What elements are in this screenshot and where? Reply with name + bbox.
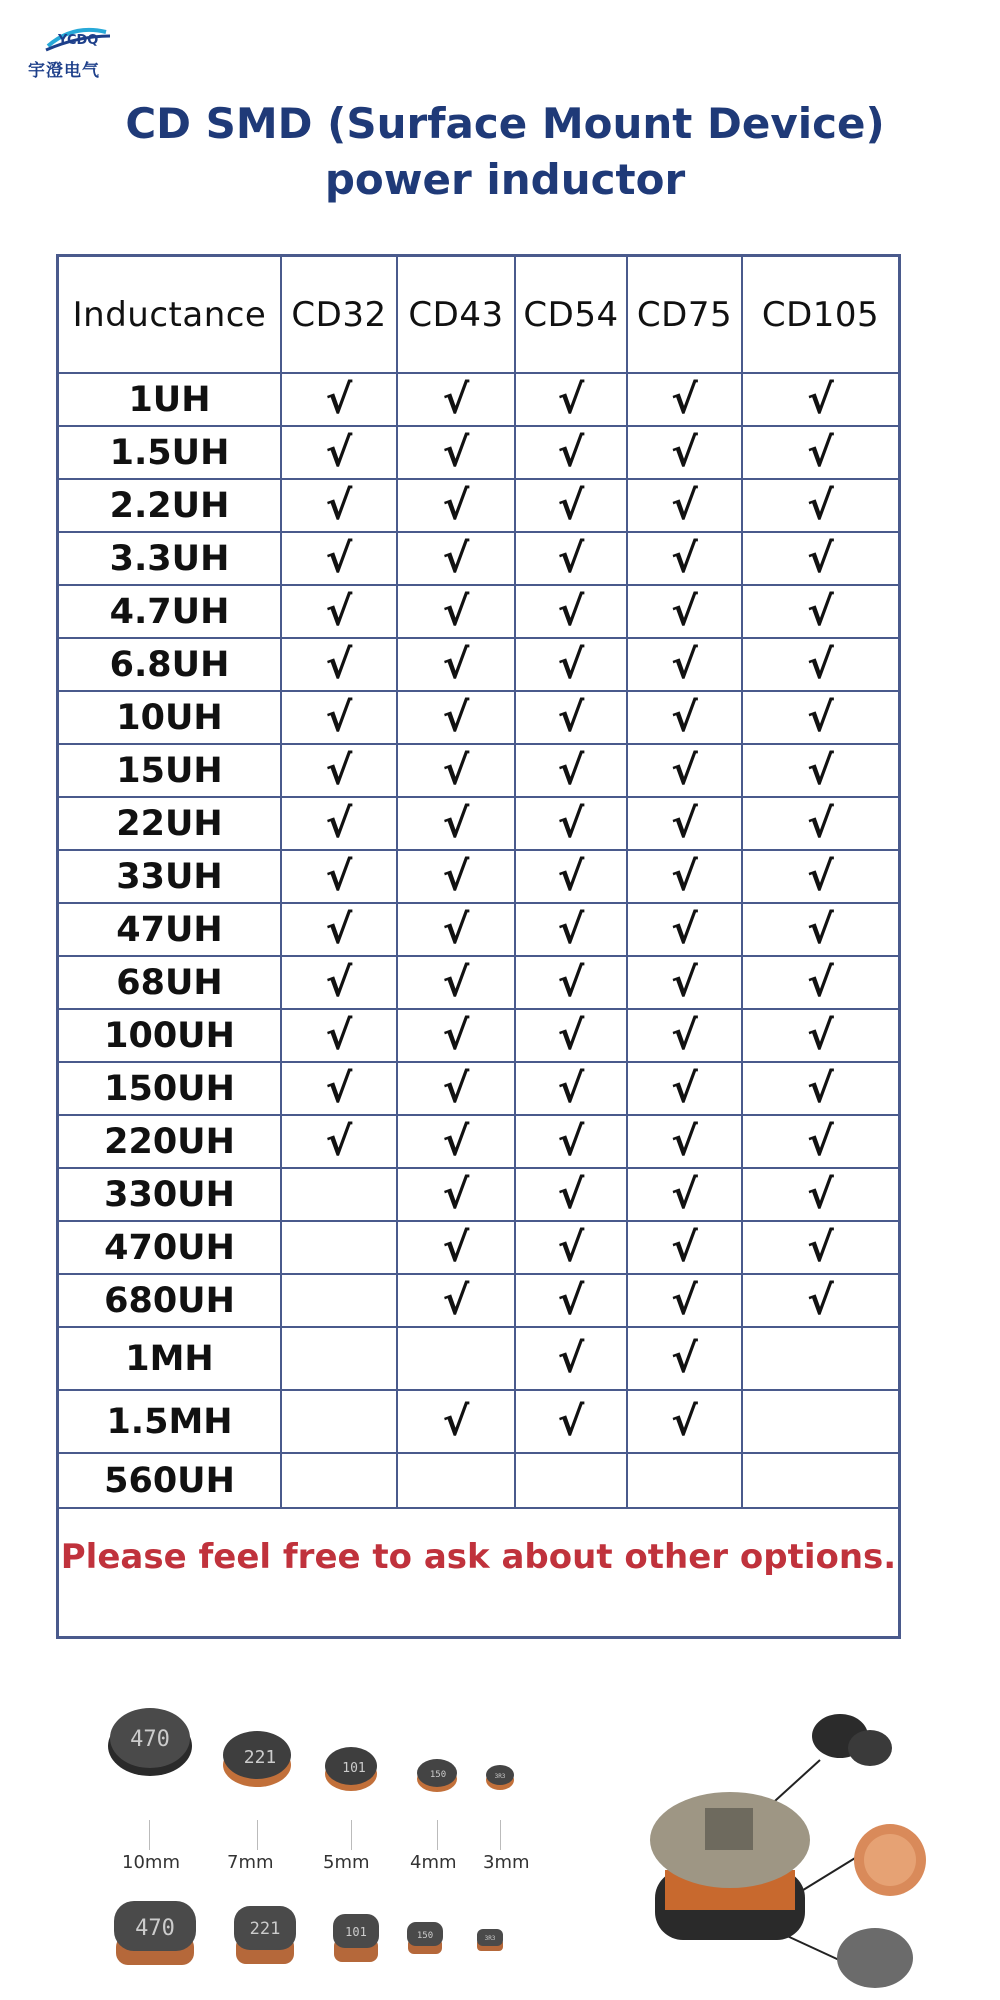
inductor-10mm-image (105, 1700, 195, 1780)
availability-cell-cd54: √ (515, 1327, 627, 1390)
header-cd75: CD75 (627, 257, 742, 373)
code-101: 101 (342, 1761, 366, 1776)
inductance-value: 680UH (59, 1274, 281, 1327)
availability-cell-cd54: √ (515, 797, 627, 850)
table-row (59, 1327, 898, 1390)
availability-cell-cd75: √ (627, 1115, 742, 1168)
table-row (59, 479, 898, 532)
availability-cell-cd75: √ (627, 426, 742, 479)
availability-cell-cd54: √ (515, 532, 627, 585)
availability-cell-cd105: √ (742, 1062, 898, 1115)
availability-cell-cd105: √ (742, 850, 898, 903)
table-row (59, 850, 898, 903)
availability-cell-cd54: √ (515, 744, 627, 797)
table-row (59, 638, 898, 691)
availability-cell-cd75: √ (627, 1274, 742, 1327)
availability-cell-cd43: √ (397, 744, 515, 797)
table-row (59, 373, 898, 426)
title-line-1: CD SMD (Surface Mount Device) (125, 99, 885, 148)
product-photos (0, 1650, 1000, 2000)
availability-cell-cd105 (742, 1390, 898, 1453)
table-row (59, 903, 898, 956)
availability-cell-cd105: √ (742, 1274, 898, 1327)
header-inductance: Inductance (59, 257, 281, 373)
title-line-2: power inductor (324, 155, 686, 204)
availability-cell-cd105: √ (742, 426, 898, 479)
availability-cell-cd105: √ (742, 744, 898, 797)
leader-line (149, 1820, 150, 1850)
availability-cell-cd54: √ (515, 479, 627, 532)
availability-cell-cd32: √ (281, 638, 397, 691)
availability-cell-cd75: √ (627, 373, 742, 426)
availability-cell-cd54: √ (515, 638, 627, 691)
code-150-bottom: 150 (416, 1931, 434, 1941)
availability-cell-cd75: √ (627, 903, 742, 956)
availability-cell-cd54: √ (515, 850, 627, 903)
availability-cell-cd105: √ (742, 373, 898, 426)
availability-cell-cd105: √ (742, 903, 898, 956)
inductance-value: 3.3UH (59, 532, 281, 585)
inductance-value: 15UH (59, 744, 281, 797)
code-3r3-bottom: 3R3 (484, 1935, 496, 1942)
code-470-bottom: 470 (135, 1916, 175, 1941)
availability-cell-cd32: √ (281, 1009, 397, 1062)
availability-cell-cd54: √ (515, 426, 627, 479)
table-header-row (59, 257, 898, 373)
availability-cell-cd54: √ (515, 1062, 627, 1115)
table-row (59, 1115, 898, 1168)
table-row (59, 585, 898, 638)
inductance-value: 330UH (59, 1168, 281, 1221)
inductance-value: 47UH (59, 903, 281, 956)
availability-cell-cd32: √ (281, 479, 397, 532)
availability-cell-cd43: √ (397, 426, 515, 479)
size-label-7mm: 7mm (227, 1852, 274, 1873)
table-row (59, 956, 898, 1009)
availability-cell-cd75: √ (627, 956, 742, 1009)
page-title (60, 96, 950, 208)
logo-chinese-name: 宇澄电气 (28, 61, 100, 81)
availability-cell-cd32: √ (281, 956, 397, 1009)
leader-line (257, 1820, 258, 1850)
availability-cell-cd54: √ (515, 903, 627, 956)
availability-cell-cd43: √ (397, 479, 515, 532)
inductor-4mm-bottom-image (405, 1918, 445, 1958)
availability-cell-cd54: √ (515, 956, 627, 1009)
availability-cell-cd54: √ (515, 1390, 627, 1453)
logo-swoosh-icon (28, 22, 128, 56)
code-3r3: 3R3 (494, 1773, 506, 1780)
availability-cell-cd75: √ (627, 1327, 742, 1390)
table-row (59, 1062, 898, 1115)
availability-cell-cd75: √ (627, 479, 742, 532)
availability-cell-cd32 (281, 1274, 397, 1327)
availability-cell-cd43: √ (397, 956, 515, 1009)
inductor-4mm-image (415, 1755, 459, 1795)
availability-cell-cd32 (281, 1168, 397, 1221)
availability-cell-cd105: √ (742, 532, 898, 585)
company-logo (28, 22, 128, 82)
size-label-10mm: 10mm (122, 1852, 180, 1873)
availability-cell-cd75: √ (627, 1062, 742, 1115)
inductor-3mm-image (484, 1762, 516, 1792)
availability-cell-cd32: √ (281, 691, 397, 744)
inductance-value: 560UH (59, 1453, 281, 1508)
table-row (59, 1274, 898, 1327)
availability-cell-cd54 (515, 1453, 627, 1508)
inductor-exploded-view-image (635, 1690, 935, 1995)
availability-cell-cd105: √ (742, 1115, 898, 1168)
availability-cell-cd75: √ (627, 744, 742, 797)
availability-cell-cd75: √ (627, 691, 742, 744)
availability-cell-cd43: √ (397, 585, 515, 638)
availability-cell-cd75: √ (627, 532, 742, 585)
availability-cell-cd54: √ (515, 1168, 627, 1221)
availability-cell-cd32: √ (281, 903, 397, 956)
availability-cell-cd32: √ (281, 797, 397, 850)
availability-cell-cd43: √ (397, 903, 515, 956)
inductance-value: 33UH (59, 850, 281, 903)
availability-cell-cd75: √ (627, 850, 742, 903)
availability-cell-cd75: √ (627, 638, 742, 691)
table-row (59, 426, 898, 479)
availability-cell-cd54: √ (515, 1115, 627, 1168)
availability-cell-cd54: √ (515, 1009, 627, 1062)
availability-cell-cd75: √ (627, 585, 742, 638)
inductance-value: 1.5MH (59, 1390, 281, 1453)
availability-cell-cd105: √ (742, 797, 898, 850)
availability-cell-cd105: √ (742, 479, 898, 532)
inductance-value: 68UH (59, 956, 281, 1009)
availability-cell-cd54: √ (515, 1274, 627, 1327)
inductance-table-frame (56, 254, 901, 1639)
availability-cell-cd32 (281, 1390, 397, 1453)
inductance-value: 470UH (59, 1221, 281, 1274)
availability-cell-cd43: √ (397, 1062, 515, 1115)
availability-cell-cd75: √ (627, 1221, 742, 1274)
availability-cell-cd105: √ (742, 1009, 898, 1062)
availability-cell-cd105: √ (742, 956, 898, 1009)
inductor-7mm-image (220, 1725, 295, 1790)
availability-cell-cd75: √ (627, 1168, 742, 1221)
code-101-bottom: 101 (345, 1925, 367, 1939)
availability-cell-cd43: √ (397, 638, 515, 691)
availability-cell-cd75: √ (627, 1390, 742, 1453)
leader-line (437, 1820, 438, 1850)
table-row (59, 532, 898, 585)
availability-cell-cd43: √ (397, 797, 515, 850)
availability-cell-cd43: √ (397, 1115, 515, 1168)
availability-cell-cd43 (397, 1453, 515, 1508)
table-row (59, 691, 898, 744)
inductance-value: 22UH (59, 797, 281, 850)
availability-cell-cd43: √ (397, 691, 515, 744)
inductor-5mm-bottom-image (330, 1910, 382, 1966)
availability-cell-cd32: √ (281, 532, 397, 585)
availability-cell-cd43: √ (397, 373, 515, 426)
table-row (59, 797, 898, 850)
availability-cell-cd32: √ (281, 426, 397, 479)
availability-cell-cd32: √ (281, 585, 397, 638)
code-221: 221 (243, 1747, 277, 1768)
availability-cell-cd54: √ (515, 1221, 627, 1274)
inductor-5mm-image (322, 1742, 380, 1794)
size-label-4mm: 4mm (410, 1852, 457, 1873)
availability-cell-cd54: √ (515, 691, 627, 744)
size-label-5mm: 5mm (323, 1852, 370, 1873)
availability-cell-cd32 (281, 1327, 397, 1390)
availability-cell-cd43: √ (397, 1390, 515, 1453)
availability-cell-cd43: √ (397, 532, 515, 585)
inductor-7mm-bottom-image (230, 1900, 300, 1970)
header-cd43: CD43 (397, 257, 515, 373)
table-row (59, 1009, 898, 1062)
header-cd54: CD54 (515, 257, 627, 373)
logo-brand: YCDQ (58, 33, 99, 48)
availability-cell-cd105 (742, 1453, 898, 1508)
size-label-3mm: 3mm (483, 1852, 530, 1873)
availability-cell-cd75: √ (627, 797, 742, 850)
availability-cell-cd75: √ (627, 1009, 742, 1062)
inductance-value: 150UH (59, 1062, 281, 1115)
availability-cell-cd105: √ (742, 1221, 898, 1274)
availability-cell-cd54: √ (515, 585, 627, 638)
availability-cell-cd43: √ (397, 850, 515, 903)
availability-cell-cd32 (281, 1453, 397, 1508)
availability-cell-cd32: √ (281, 850, 397, 903)
code-150: 150 (429, 1770, 447, 1780)
availability-cell-cd32: √ (281, 1062, 397, 1115)
table-row (59, 1221, 898, 1274)
availability-cell-cd105: √ (742, 691, 898, 744)
table-row (59, 1390, 898, 1453)
options-note: Please feel free to ask about other options. (60, 1537, 897, 1577)
availability-cell-cd43: √ (397, 1274, 515, 1327)
table-row (59, 744, 898, 797)
inductance-value: 100UH (59, 1009, 281, 1062)
table-row (59, 1453, 898, 1508)
header-cd105: CD105 (742, 257, 898, 373)
availability-cell-cd32: √ (281, 1115, 397, 1168)
availability-cell-cd43: √ (397, 1221, 515, 1274)
inductance-value: 6.8UH (59, 638, 281, 691)
availability-cell-cd54: √ (515, 373, 627, 426)
inductance-value: 4.7UH (59, 585, 281, 638)
availability-cell-cd105: √ (742, 638, 898, 691)
availability-cell-cd75 (627, 1453, 742, 1508)
availability-cell-cd43: √ (397, 1009, 515, 1062)
inductance-value: 1.5UH (59, 426, 281, 479)
availability-cell-cd43 (397, 1327, 515, 1390)
table-row (59, 1168, 898, 1221)
inductance-value: 220UH (59, 1115, 281, 1168)
code-470: 470 (130, 1727, 170, 1752)
code-221-bottom: 221 (249, 1919, 281, 1939)
availability-cell-cd32: √ (281, 373, 397, 426)
header-cd32: CD32 (281, 257, 397, 373)
availability-cell-cd105: √ (742, 1168, 898, 1221)
availability-cell-cd32 (281, 1221, 397, 1274)
inductance-value: 1MH (59, 1327, 281, 1390)
availability-cell-cd105 (742, 1327, 898, 1390)
inductance-value: 1UH (59, 373, 281, 426)
availability-cell-cd105: √ (742, 585, 898, 638)
availability-cell-cd32: √ (281, 744, 397, 797)
inductance-table (59, 257, 898, 1509)
inductance-value: 10UH (59, 691, 281, 744)
leader-line (500, 1820, 501, 1850)
availability-cell-cd43: √ (397, 1168, 515, 1221)
inductance-value: 2.2UH (59, 479, 281, 532)
inductor-10mm-bottom-image (110, 1895, 200, 1975)
leader-line (351, 1820, 352, 1850)
inductor-3mm-bottom-image (475, 1925, 505, 1955)
